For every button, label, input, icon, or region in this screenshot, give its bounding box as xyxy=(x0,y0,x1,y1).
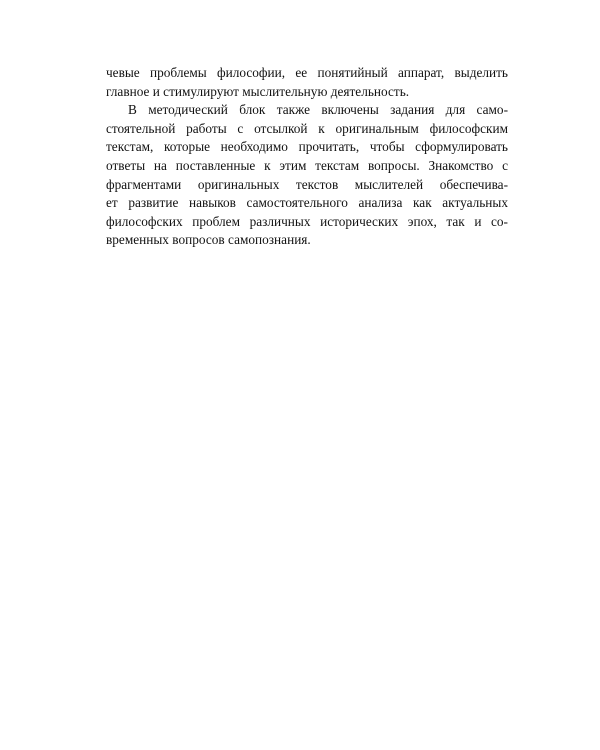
paragraph-1 xyxy=(106,64,508,101)
text-line: главное и стимулируют мыслительную деятельность. xyxy=(106,83,410,99)
text-line: философских проблем различных исторических эпох, так и со- xyxy=(106,213,508,229)
text-line: временных вопросов самопознания. xyxy=(106,232,311,248)
text-line: ет развитие навыков самостоятельного анализа как актуальных xyxy=(106,195,508,211)
paragraph-2 xyxy=(106,101,508,250)
text-line: стоятельной работы с отсылкой к оригинальным философским xyxy=(106,120,508,136)
text-line: фрагментами оригинальных текстов мыслителей обеспечива- xyxy=(106,176,508,192)
text-line: чевые проблемы философии, ее понятийный аппарат, выделить xyxy=(106,65,508,80)
text-line: текстам, которые необходимо прочитать, чтобы сформулировать xyxy=(106,139,508,155)
text-line: В методический блок также включены задания для само- xyxy=(128,102,508,118)
text-line: ответы на поставленные к этим текстам вопросы. Знакомство с xyxy=(106,157,508,173)
body-text xyxy=(106,64,508,250)
